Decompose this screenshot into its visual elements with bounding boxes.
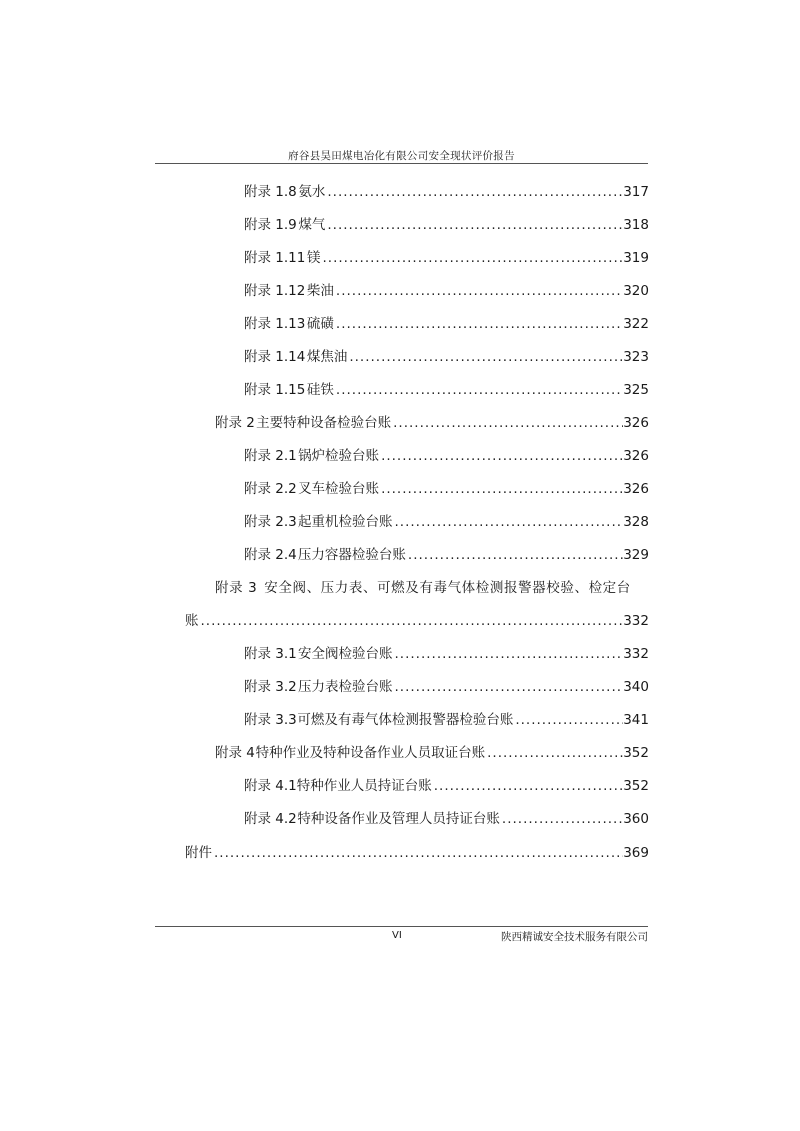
- toc-entry-number: 附录 2.2: [244, 481, 297, 497]
- toc-entry-title: 镁: [306, 250, 321, 266]
- toc-entry-title: 起重机检验台账: [298, 514, 393, 530]
- toc-entry[interactable]: [244, 512, 649, 532]
- toc-entry-title: 特种作业及特种设备作业人员取证台账: [255, 745, 486, 761]
- toc-entry-page: 360: [623, 811, 649, 827]
- toc-entry-page: 323: [623, 349, 649, 365]
- toc-entry-number: 附录 4.2: [244, 811, 297, 827]
- toc-entry-title: 安全阀检验台账: [298, 646, 393, 662]
- toc-entry[interactable]: [244, 644, 649, 664]
- toc-leader-dots: [320, 248, 623, 268]
- toc-entry[interactable]: [244, 314, 649, 334]
- toc-leader-dots: [334, 380, 623, 400]
- toc-leader-dots: [199, 611, 624, 631]
- toc-entry-page: 340: [623, 679, 649, 695]
- toc-entry-page: 352: [623, 778, 649, 794]
- toc-entry-number: 附录 4: [215, 745, 255, 761]
- toc-leader-dots: [334, 281, 623, 301]
- toc-leader-dots: [393, 644, 624, 664]
- toc-entry-number: 附录 2.3: [244, 514, 297, 530]
- footer-company-name: 陕西精诚安全技术服务有限公司: [501, 931, 648, 943]
- toc-leader-dots: [379, 446, 623, 466]
- toc-entry-title: 特种作业人员持证台账: [296, 778, 432, 794]
- toc-entry[interactable]: [244, 347, 649, 367]
- toc-entry-title-continued: 账: [185, 613, 199, 629]
- toc-entry-title: 特种设备作业及管理人员持证台账: [297, 811, 500, 827]
- toc-entry[interactable]: [244, 710, 649, 730]
- toc-entry[interactable]: [244, 809, 649, 829]
- toc-entry-number: 附录 1.12: [244, 283, 306, 299]
- toc-entry-number: 附录 1.8: [244, 184, 297, 200]
- toc-entry[interactable]: [244, 677, 649, 697]
- toc-leader-dots: [513, 710, 623, 730]
- footer-page-number: VI: [392, 930, 402, 941]
- toc-entry-title: 可燃及有毒气体检测报警器检验台账: [297, 712, 514, 728]
- toc-entry-number: 附录 2.1: [244, 448, 297, 464]
- toc-entry-page: 318: [623, 217, 649, 233]
- toc-entry-number: 附录 3.1: [244, 646, 297, 662]
- toc-entry-title: 压力容器检验台账: [297, 547, 406, 563]
- toc-entry-page: 320: [623, 283, 649, 299]
- toc-entry-title: 硫磺: [306, 316, 334, 332]
- toc-entry[interactable]: [215, 743, 649, 763]
- toc-entry-page: 341: [623, 712, 649, 728]
- toc-leader-dots: [379, 479, 623, 499]
- toc-entry[interactable]: [244, 281, 649, 301]
- toc-entry-title: 柴油: [306, 283, 334, 299]
- toc-leader-dots: [212, 843, 623, 863]
- toc-entry-title: 主要特种设备检验台账: [256, 415, 392, 431]
- toc-leader-dots: [393, 512, 624, 532]
- toc-entry-title: 煤气: [298, 217, 326, 233]
- toc-entry[interactable]: [185, 843, 649, 863]
- toc-entry-title: 压力表检验台账: [298, 679, 393, 695]
- toc-entry-number: 附录 2: [215, 415, 255, 431]
- header-title: 府谷县昊田煤电冶化有限公司安全现状评价报告: [288, 150, 515, 162]
- toc-entry-page: 332: [623, 613, 649, 629]
- toc-entry-number: 附录 1.15: [244, 382, 306, 398]
- toc-entry-number: 附录 1.9: [244, 217, 297, 233]
- toc-entry-page: 326: [623, 415, 649, 431]
- toc-leader-dots: [334, 314, 623, 334]
- footer-divider: [155, 926, 648, 927]
- toc-entry[interactable]: [244, 380, 649, 400]
- toc-leader-dots: [432, 776, 623, 796]
- toc-entry-number: 附录 1.13: [244, 316, 306, 332]
- toc-entry[interactable]: [244, 215, 649, 235]
- toc-entry-page: 326: [623, 481, 649, 497]
- toc-entry-number: 附录 2.4: [244, 547, 297, 563]
- toc-entry-title: 安全阀、压力表、可燃及有毒气体检测报警器校验、检定台: [264, 580, 631, 596]
- toc-entry-title: 硅铁: [306, 382, 334, 398]
- toc-leader-dots: [485, 743, 623, 763]
- toc-entry[interactable]: [244, 479, 649, 499]
- toc-entry-title: 煤焦油: [306, 349, 348, 365]
- toc-leader-dots: [500, 809, 623, 829]
- toc-leader-dots: [391, 413, 623, 433]
- toc-entry-continuation[interactable]: [185, 611, 649, 631]
- toc-entry-page: 329: [623, 547, 649, 563]
- toc-entry-page: 352: [623, 745, 649, 761]
- toc-entry-number: 附录 3.2: [244, 679, 297, 695]
- toc-entry-page: 325: [623, 382, 649, 398]
- toc-entry-page: 332: [623, 646, 649, 662]
- toc-entry-page: 369: [623, 845, 649, 861]
- toc-entry[interactable]: [244, 248, 649, 268]
- toc-entry-number: 附录 3: [215, 580, 258, 596]
- toc-leader-dots: [325, 182, 623, 202]
- toc-entry[interactable]: [244, 446, 649, 466]
- toc-entry[interactable]: [244, 545, 649, 565]
- toc-entry-number: 附录 4.1: [244, 778, 297, 794]
- toc-entry[interactable]: [244, 776, 649, 796]
- toc-entry-title: 叉车检验台账: [298, 481, 380, 497]
- toc-entry-page: 326: [623, 448, 649, 464]
- toc-leader-dots: [325, 215, 623, 235]
- toc-entry-title: 锅炉检验台账: [298, 448, 380, 464]
- toc-leader-dots: [393, 677, 624, 697]
- toc-entry-page: 328: [623, 514, 649, 530]
- toc-entry-number: 附录 1.11: [244, 250, 306, 266]
- toc-entry-page: 322: [623, 316, 649, 332]
- toc-entry-page: 319: [623, 250, 649, 266]
- toc-entry[interactable]: [244, 182, 649, 202]
- toc-entry-title: 附件: [185, 845, 212, 861]
- toc-entry-title: 氨水: [298, 184, 326, 200]
- toc-entry-page: 317: [623, 184, 649, 200]
- toc-entry[interactable]: [215, 413, 649, 433]
- toc-entry-wrapped-heading[interactable]: [215, 578, 631, 598]
- toc-entry-number: 附录 3.3: [244, 712, 297, 728]
- toc-leader-dots: [406, 545, 623, 565]
- toc-leader-dots: [347, 347, 623, 367]
- toc-entry-number: 附录 1.14: [244, 349, 306, 365]
